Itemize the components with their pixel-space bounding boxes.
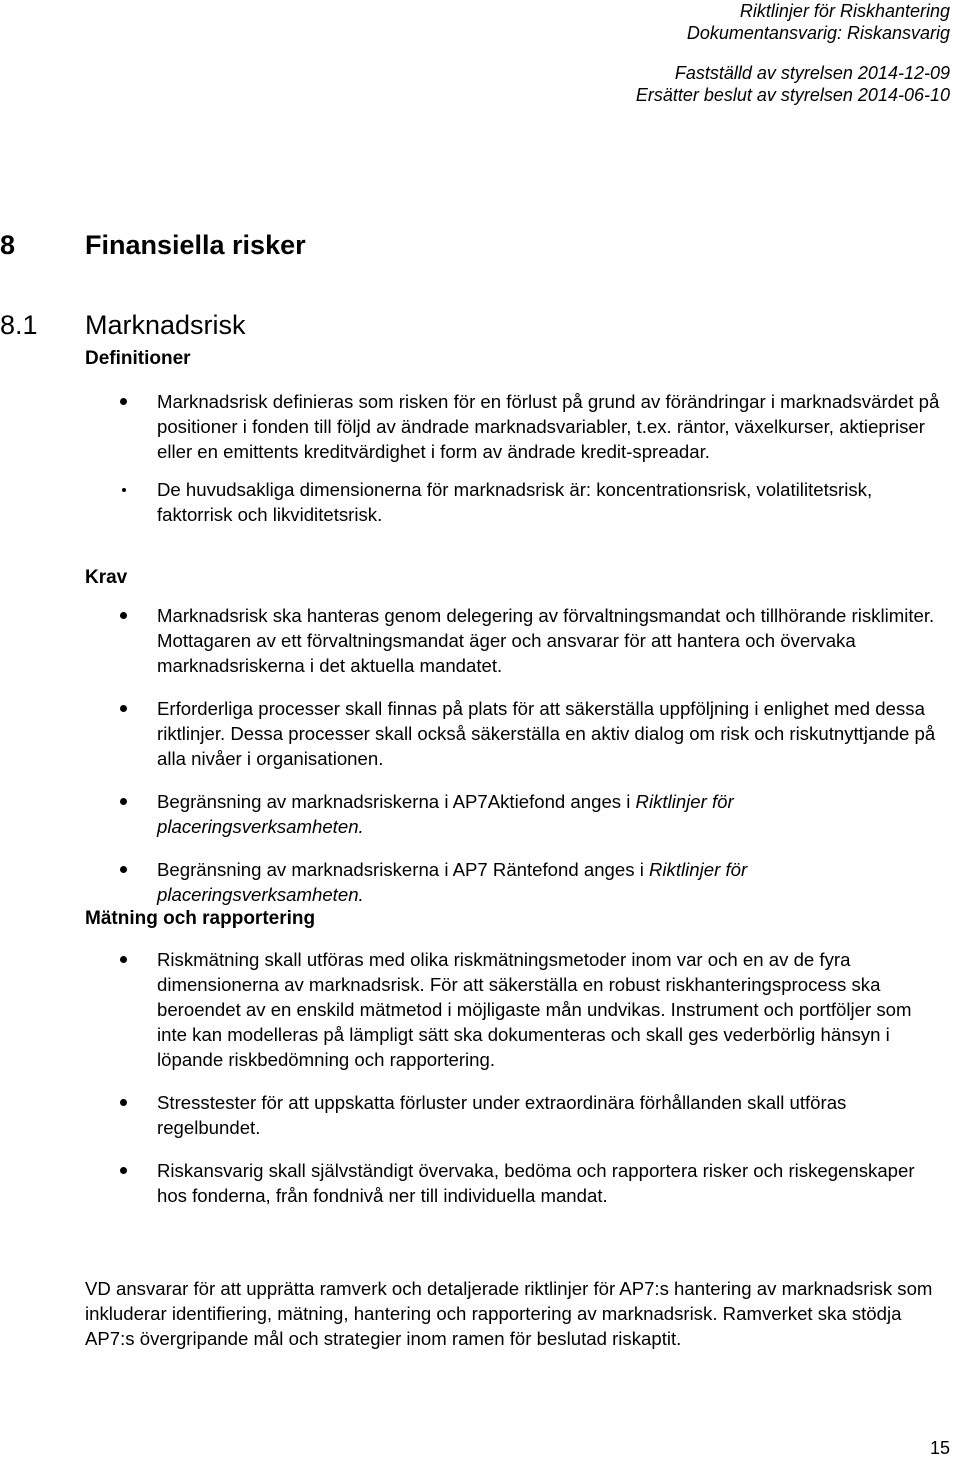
krav-heading: Krav — [85, 567, 128, 588]
subsection-title: Marknadsrisk — [85, 310, 246, 340]
list-item — [0, 789, 940, 839]
list-item — [0, 857, 940, 907]
krav-list — [0, 603, 940, 907]
list-item-text: Begränsning av marknadsriskerna i AP7Aktiefond anges i — [157, 791, 636, 812]
subsection-number: 8.1 — [0, 310, 38, 340]
header-replaces: Ersätter beslut av styrelsen 2014-06-10 — [635, 85, 950, 105]
list-item: De huvudsakliga dimensionerna för marknadsrisk är: koncentrationsrisk, volatilitetsrisk, faktorrisk och likviditetsrisk. — [0, 477, 940, 527]
section-heading — [0, 230, 306, 261]
list-item: Stresstester för att uppskatta förluster under extraordinära förhållanden skall utföras regelbundet. — [0, 1090, 940, 1140]
page-number: 15 — [929, 1438, 950, 1458]
list-item: Erforderliga processer skall finnas på plats för att säkerställa uppföljning i enlighet med dessa riktlinjer. Dessa processer skall också säkerställa en aktiv dialog om risk och riskutnyttjande på alla nivåer i organisationen. — [0, 696, 940, 771]
list-item: Marknadsrisk ska hanteras genom delegering av förvaltningsmandat och tillhörande risklimiter. Mottagaren av ett förvaltningsmandat äger och ansvarar för att hantera och övervaka marknadsriskerna i det aktuella mandatet. — [0, 603, 940, 678]
list-item-text: Begränsning av marknadsriskerna i AP7 Räntefond anges i — [157, 859, 649, 880]
document-reference: Riktlinjer för placeringsverksamheten. — [157, 859, 748, 905]
matning-list — [0, 947, 940, 1208]
definitioner-list — [0, 389, 940, 527]
closing-paragraph: VD ansvarar för att upprätta ramverk och detaljerade riktlinjer för AP7:s hantering av marknadsrisk som inkluderar identifiering, mätning, hantering och rapportering av marknadsrisk. Ramverket ska stödja AP7:s övergripande mål och strategier inom ramen för beslutad riskaptit. — [85, 1278, 933, 1349]
header-adopted: Fastställd av styrelsen 2014-12-09 — [674, 63, 950, 83]
document-reference: Riktlinjer för placeringsverksamheten. — [157, 791, 734, 837]
list-item: Marknadsrisk definieras som risken för en förlust på grund av förändringar i marknadsvärdet på positioner i fonden till följd av ändrade marknadsvariabler, t.ex. räntor, växelkurser, aktiepriser eller en emittents kreditvärdighet i form av ändrade kredit-spreadar. — [0, 389, 940, 464]
subsection-heading — [0, 310, 246, 341]
list-item: Riskmätning skall utföras med olika riskmätningsmetoder inom var och en av de fyra dimensionerna av marknadsrisk. För att säkerställa en robust riskhanteringsprocess ska beroendet av en enskild mätmetod i möjligaste mån undvikas. Instrument och portföljer som inte kan modelleras på lämpligt sätt ska dokumenteras och skall ges vederbörlig hänsyn i löpande riskbedömning och rapportering. — [0, 947, 940, 1072]
definitioner-heading: Definitioner — [85, 348, 191, 369]
header-owner: Dokumentansvarig: Riskansvarig — [686, 23, 950, 43]
section-title: Finansiella risker — [85, 230, 306, 260]
list-item: Riskansvarig skall självständigt övervaka, bedöma och rapportera risker och riskegenskaper hos fonderna, från fondnivå ner till individuella mandat. — [0, 1158, 940, 1208]
matning-heading: Mätning och rapportering — [85, 908, 316, 929]
document-header — [636, 0, 950, 106]
header-title: Riktlinjer för Riskhantering — [739, 1, 950, 21]
section-number: 8 — [0, 230, 16, 260]
